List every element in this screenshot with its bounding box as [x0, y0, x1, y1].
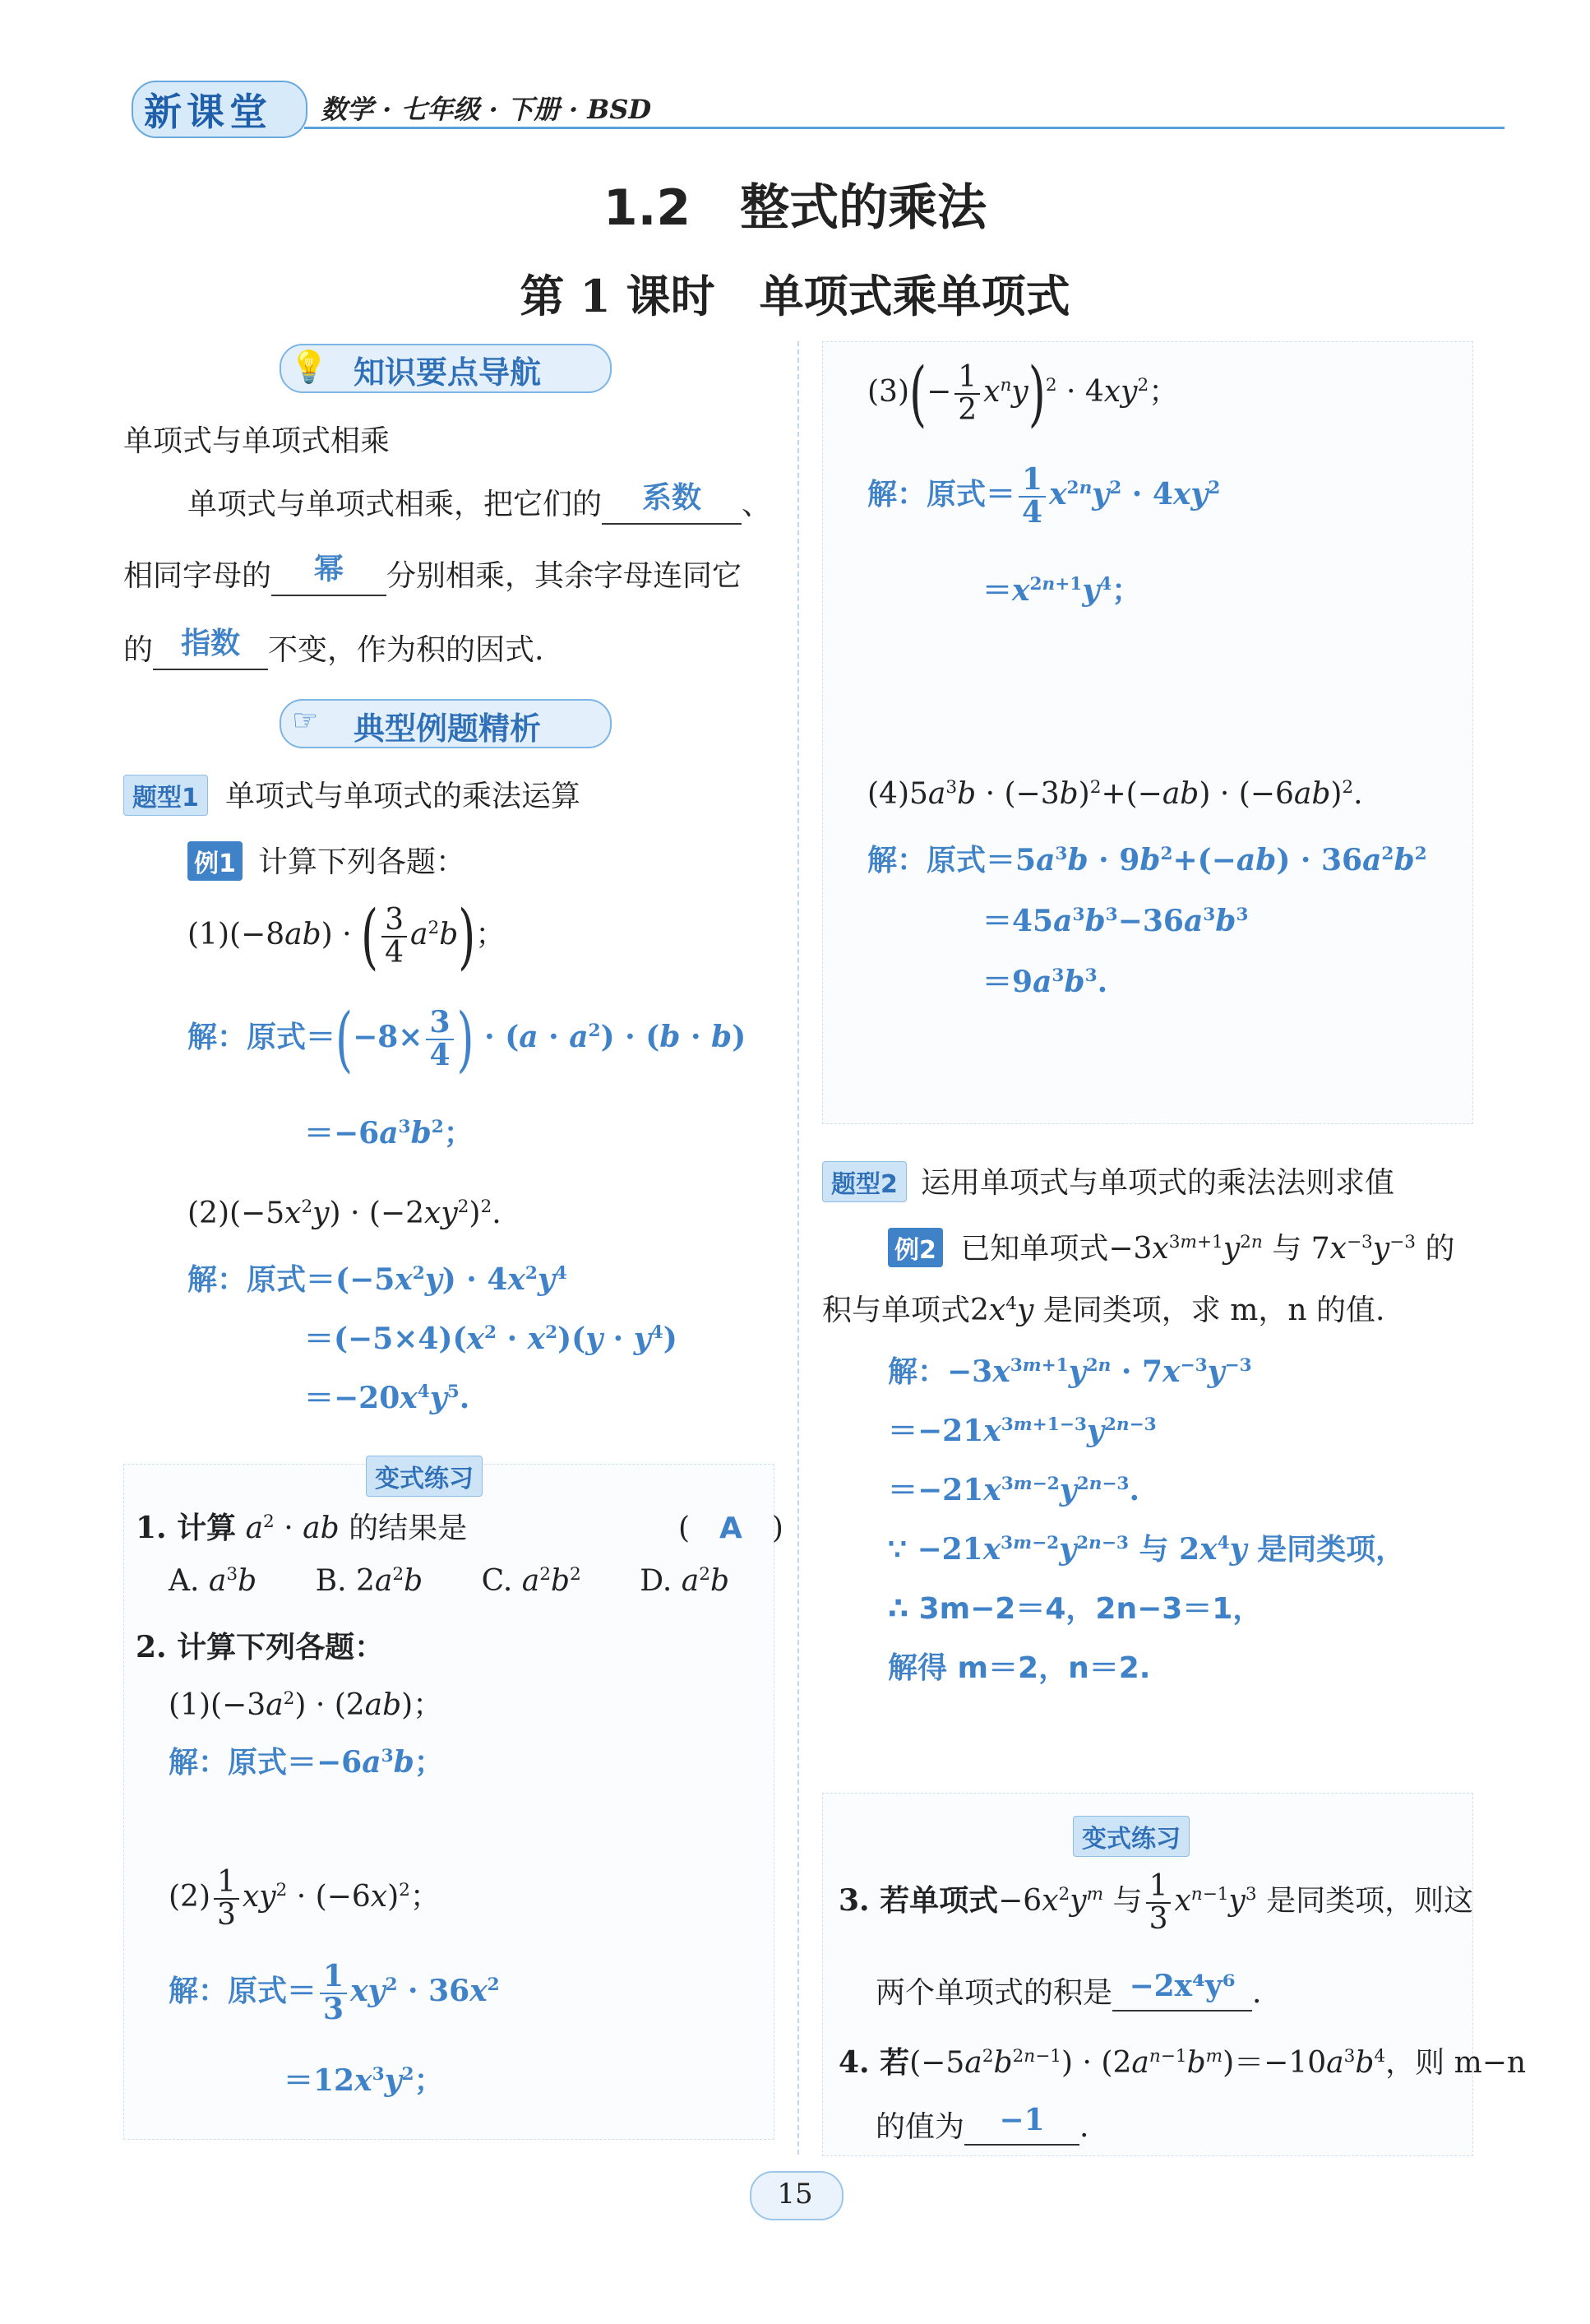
solution-2-2a: 解：原式＝ $\frac{1}{3}$ $xy^2 \cdot 36x^2$	[169, 1959, 500, 2026]
type-tag: 题型1	[123, 775, 208, 816]
solution-1-3a: 解：原式＝ $\frac{1}{4}$ $x^{2n}y^2 \cdot 4xy^2$	[867, 462, 1221, 530]
problem-1-1: (1)(−8ab) · ( $\frac{3}{4}$ $a^2b$)；	[187, 895, 506, 979]
column-divider	[797, 341, 799, 2155]
knowledge-paragraph-line1	[187, 481, 771, 525]
page-number: 15	[777, 2178, 813, 2211]
blank-power	[271, 553, 386, 596]
q4-suffix: ，则 m−n	[1385, 2046, 1527, 2080]
q3-blank	[1112, 1969, 1252, 2012]
q3-answer: −2x⁴y⁶	[1129, 1969, 1236, 2003]
knowledge-heading: 单项式与单项式相乘	[123, 424, 391, 458]
header-divider	[304, 127, 1504, 129]
type2-header	[822, 1160, 1394, 1202]
option-c[interactable]: C.	[481, 1564, 513, 1598]
bulb-icon: 💡	[289, 349, 329, 385]
solution-ex2-d: ∵ $-21x^{3m-2}y^{2n-3}$ 与 $2x^4y$ 是同类项，	[888, 1532, 1406, 1567]
q1-answer-bracket: ( A )	[678, 1512, 783, 1545]
problem-1-2: $(2)(-5x^2y) \cdot (-2xy^2)^2$.	[187, 1197, 501, 1230]
q1-prefix: 1. 计算	[136, 1511, 237, 1545]
solution-label: 解：原式＝	[867, 477, 1016, 512]
lesson-title: 第 1 课时 单项式乘单项式	[520, 270, 1070, 322]
knowledge-text: 单项式与单项式相乘，把它们的	[187, 488, 603, 521]
solution-2-2b: $=12x^3y^2$；	[284, 2063, 444, 2098]
solution-text: 是同类项，	[1257, 1533, 1406, 1567]
knowledge-text: 分别相乘，其余字母连同它	[386, 559, 742, 593]
solution-1-2c: $=-20x^4y^5$.	[304, 1381, 470, 1415]
knowledge-paragraph-line2	[123, 553, 742, 596]
example-text: 的	[1425, 1232, 1455, 1266]
problem-1-3: (3)(− $\frac{1}{2}$ $x^ny)^2 \cdot 4xy^2$；	[867, 352, 1179, 436]
blank-coefficient	[602, 481, 742, 525]
practice-q3-line2: 两个单项式的积是 −2x⁴y⁶ .	[876, 1969, 1262, 2010]
practice-q1: 1. 计算 $a^2$ · ab 的结果是	[136, 1511, 468, 1545]
solution-label: 解：原式＝	[169, 1746, 317, 1780]
practice-q4: 4. 若$(-5a^2b^{2n-1}) \cdot (2a^{n-1}b^m)=-10a^3b^4$，则 m−n	[839, 2045, 1527, 2080]
example-text: 已知单项式	[960, 1232, 1109, 1266]
problem-2-1: $(1)(-3a^2) \cdot (2ab)$；	[169, 1688, 443, 1722]
q2-prefix: 2. 计算下列各题：	[136, 1630, 385, 1664]
q3-prefix: 3. 若单项式	[839, 1882, 999, 1918]
example2-line2: 积与单项式$2x^4y$ 是同类项，求 m，n 的值.	[822, 1294, 1385, 1327]
blank-answer: 幂	[314, 553, 344, 586]
practice-banner-label: 变式练习	[1073, 1816, 1190, 1857]
practice-q2	[136, 1624, 384, 1666]
example-tag: 例1	[187, 841, 243, 881]
knowledge-text: 的	[123, 633, 154, 667]
example-tag: 例2	[888, 1228, 943, 1267]
solution-1-1b: $=-6a^3b^2$；	[304, 1116, 474, 1150]
example1-intro	[187, 839, 465, 881]
knowledge-text: 、	[742, 488, 772, 521]
q4-prefix: 4. 若	[839, 2045, 910, 2080]
example-text: 与	[1272, 1232, 1302, 1266]
q1-answer: A	[719, 1512, 742, 1545]
blank-answer: 指数	[181, 627, 241, 660]
example-text: 是同类项，求 m，n 的值.	[1042, 1294, 1385, 1327]
book-icon: ☞	[292, 704, 319, 738]
solution-label: 解：原式＝	[867, 844, 1016, 877]
knowledge-text: 相同字母的	[123, 559, 272, 593]
solution-ex2-c: $=-21x^{3m-2}y^{2n-3}$.	[888, 1473, 1140, 1507]
right-panel-1	[822, 341, 1473, 1124]
option-b[interactable]: B.	[315, 1564, 347, 1598]
problem-1-4: $(4)5a^3b \cdot (-3b)^2+(-ab) \cdot (-6ab)^2$.	[867, 777, 1363, 811]
practice-banner-2	[1073, 1816, 1190, 1857]
type-tag: 题型2	[822, 1161, 907, 1202]
solution-1-4c: $=9a^3b^3$.	[982, 965, 1108, 999]
blank-answer: 系数	[642, 481, 702, 515]
practice-q4-line2: 的值为 −1 .	[876, 2103, 1089, 2144]
q4-text: 的值为	[876, 2110, 965, 2144]
blank-exponent	[153, 627, 268, 670]
type-title: 单项式与单项式的乘法运算	[224, 780, 580, 813]
type-title: 运用单项式与单项式的乘法法则求值	[920, 1166, 1394, 1200]
problem-2-2: (2) $\frac{1}{3}$ $xy^2 \cdot (-6x)^2$；	[169, 1865, 440, 1932]
solution-1-1a: 解：原式＝(−8× $\frac{3}{4}$ ) · $(a \cdot a^2) \cdot (b \cdot b)$	[187, 998, 746, 1081]
solution-1-2a: 解：原式$=(-5x^2y) \cdot 4x^2y^4$	[187, 1262, 567, 1297]
example-text: 积与单项式	[822, 1294, 971, 1327]
knowledge-banner-label: 知识要点导航	[354, 354, 542, 391]
section-title: 1.2 整式的乘法	[603, 179, 987, 237]
header	[99, 76, 1480, 150]
solution-2-1: 解：原式$=-6a^3b$；	[169, 1745, 444, 1780]
header-subtitle: 数学 · 七年级 · 下册 · BSD	[321, 94, 652, 125]
since-symbol: ∵	[888, 1532, 907, 1567]
solution-1-4a: 解：原式$=5a^3b \cdot 9b^2+(-ab) \cdot 36a^2b^2$	[867, 843, 1427, 877]
q3-text: 两个单项式的积是	[876, 1976, 1113, 2010]
solution-label: 解：原式＝	[187, 1020, 336, 1054]
examples-banner-label: 典型例题精析	[354, 711, 542, 747]
type1-header	[123, 773, 580, 816]
q3-suffix: 是同类项，则这	[1266, 1883, 1474, 1918]
solution-1-3b: $=x^{2n+1}y^4$；	[982, 573, 1142, 608]
practice-banner-label: 变式练习	[366, 1456, 483, 1497]
solution-1-2b: $=(-5\times 4)(x^2 \cdot x^2)(y \cdot y^4)$	[304, 1322, 677, 1356]
q3-text: 与	[1112, 1883, 1143, 1918]
solution-label: 解：原式＝	[169, 1974, 317, 2008]
q4-answer: −1	[999, 2103, 1045, 2137]
option-d[interactable]: D.	[640, 1564, 673, 1598]
solution-ex2-a: 解：$-3x^{3m+1}y^{2n} \cdot 7x^{-3}y^{-3}$	[888, 1354, 1252, 1389]
solution-label: 解：	[888, 1355, 948, 1389]
practice-banner-1	[366, 1456, 483, 1497]
solution-ex2-f: 解得 m＝2，n＝2.	[888, 1651, 1151, 1685]
logo-text: 新课堂	[144, 90, 272, 134]
option-a[interactable]: A.	[169, 1564, 200, 1598]
solution-label: 解：原式＝	[187, 1263, 336, 1297]
knowledge-text: 不变，作为积的因式.	[268, 633, 544, 667]
practice-q3: 3. 若单项式$-6x^2y^m$ 与 $\frac{1}{3}$ $x^{n-1}y^3$ 是同类项，则这	[839, 1869, 1474, 1936]
solution-1-4b: $=45a^3b^3-36a^3b^3$	[982, 904, 1249, 938]
knowledge-paragraph-line3	[123, 627, 543, 670]
example2-line1: 例2 已知单项式$-3x^{3m+1}y^{2n}$ 与 $7x^{-3}y^{-3}$ 的	[888, 1225, 1454, 1267]
q1-suffix: 的结果是	[349, 1512, 468, 1545]
solution-ex2-e: ∴ 3m−2＝4，2n−3＝1，	[888, 1592, 1263, 1626]
solution-ex2-b: $=-21x^{3m+1-3}y^{2n-3}$	[888, 1414, 1157, 1448]
example-intro-text: 计算下列各题：	[257, 845, 465, 879]
q1-options: A. $a^3b$ B. $2a^2b$ C. $a^2b^2$ D. $a^2b$	[169, 1564, 729, 1598]
